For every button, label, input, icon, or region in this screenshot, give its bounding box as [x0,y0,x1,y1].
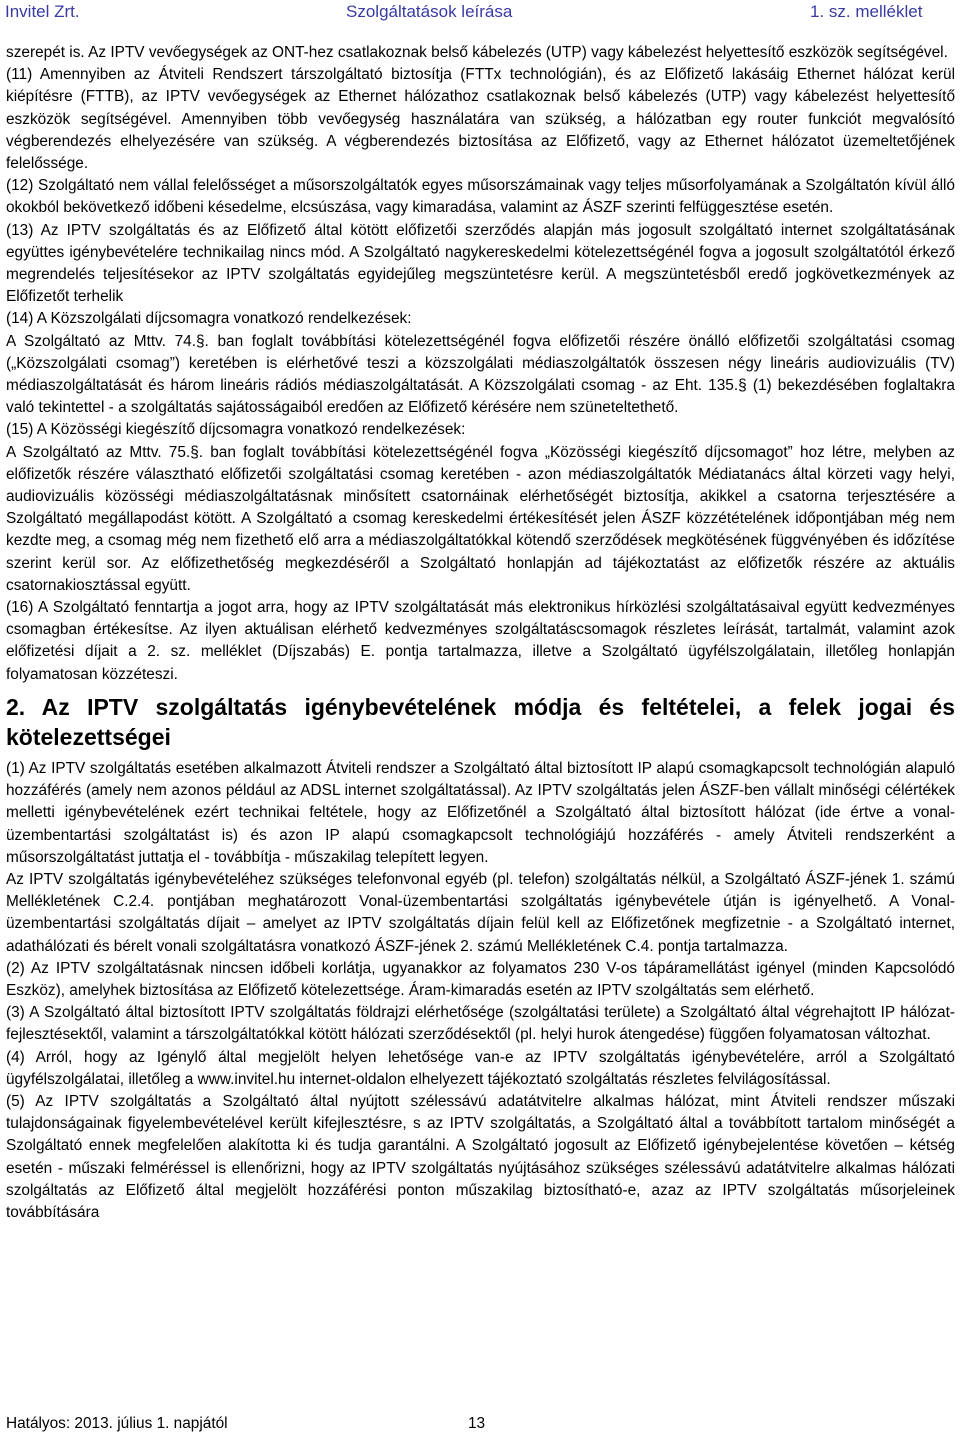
section-heading: 2. Az IPTV szolgáltatás igénybevételének módja és feltételei, a felek jogai és kötelezettségei [6,693,955,750]
document-body [6,42,955,1224]
page-number: 13 [468,1415,486,1432]
paragraph: (12) Szolgáltató nem vállal felelősséget a műsorszolgáltatók egyes műsorszámainak vagy teljes műsorfolyamának a Szolgáltatón kívül álló okokból bekövetkező időbeni késedelme, elcsúszása, vagy kimaradása, valamint az ÁSZF szerinti felfüggesztése esetén. [6,177,955,217]
paragraph: (13) Az IPTV szolgáltatás és az Előfizető által kötött előfizetői szerződés alapján más jogosult szolgáltató internet szolgáltatásának együttes igénybevételére technikailag nincs mód. A Szolgáltató nagykereskedelmi kötelezettségénél fogva a jogosult szolgáltatótól érkező megrendelés teljesítésekor az IPTV szolgáltatás egyidejűleg megszüntetésre kerül. A megszüntetésből eredő jogkövetkezmények az Előfizetőt terhelik [6,221,955,306]
paragraph: Az IPTV szolgáltatás igénybevételéhez szükséges telefonvonal egyéb (pl. telefon) szolgáltatás nélkül, a Szolgáltató ÁSZF-jének 1. számú Mellékletének C.2.4. pontjában meghatározott Vonal-üzembentartási szolgáltatás igénybevétele útján is igényelhető. A Vonal-üzembentartási szolgáltatás díjait – amelyet az IPTV szolgáltatás díjain felül kell az Előfizetőnek megfizetnie - a Szolgáltató internet, adathálózati és bérelt vonali szolgáltatásra vonatkozó ÁSZF-jének 2. számú Mellékletének C.4. pontja tartalmazza. [6,870,955,955]
paragraph: (3) A Szolgáltató által biztosított IPTV szolgáltatás földrajzi elérhetősége (szolgáltatási területe) a Szolgáltató által végrehajtott IP hálózat-fejlesztésektől, valamint a társzolgáltatókkal kötött hálózati szerződésektől (pl. helyi hurok átengedése) függően folyamatosan változhat. [6,1004,955,1044]
header-document-title: Szolgáltatások leírása [346,2,513,21]
paragraph: (14) A Közszolgálati díjcsomagra vonatkozó rendelkezések: [6,310,412,328]
paragraph: A Szolgáltató az Mttv. 75.§. ban foglalt továbbítási kötelezettségénél fogva „Közösségi kiegészítő díjcsomagot” hoz létre, melyben az előfizetők részére választható előfizetői szolgáltatási csomag keretében - azon médiaszolgáltatók Médiatanács által körzeti vagy helyi, audiovizuális közösségi médiaszolgáltatásnak minősített csatornáinak elérhetőségét biztosítja, akikkel a csatorna terjesztésére a Szolgáltató megállapodást kötött. A Szolgáltató a csomag kereskedelmi értékesítését jelen ÁSZF közzétételének időpontjában még nem kezdte meg, a csomag még nem fizethető elő arra a médiaszolgáltatókkal kötendő szerződések megkötésének függvényében és időzítése szerint kerül sor. Az előfizethetőség megkezdéséről a Szolgáltató honlapján ad tájékoztatást az előfizetők részére az aktuális csatornakiosztással együtt. [6,443,955,594]
header-company: Invitel Zrt. [5,2,80,21]
page-header [0,0,960,30]
header-annex-label: 1. sz. melléklet [810,2,923,21]
paragraph: szerepét is. Az IPTV vevőegységek az ONT-hez csatlakoznak belső kábelezés (UTP) vagy kábelezést helyettesítő eszközök segítségével. [6,44,948,61]
paragraph: (11) Amennyiben az Átviteli Rendszert társzolgáltató biztosítja (FTTx technológián), és az Előfizető lakásáig Ethernet hálózat kerül kiépítésre (FTTB), az IPTV vevőegységek az Ethernet hálózathoz csatlakoznak belső kábelezés (UTP) vagy kábelezést helyettesítő eszközök segítségével. Amennyiben több vevőegység használatára van szükség, a hálózatban egy router funkciót megvalósító végberendezés elhelyezésére van szükség. A végberendezés biztosítása az Előfizető, vagy az Ethernet hálózatot üzemeltetőjének felelőssége. [6,66,955,173]
page-footer [6,1413,955,1437]
paragraph: (5) Az IPTV szolgáltatás a Szolgáltató által nyújtott szélessávú adatátvitelre alkalmas hálózat, mint Átviteli rendszer műszaki tulajdonságainak figyelembevételével került kifejlesztésre, s az IPTV szolgáltatás, a Szolgáltató által a továbbított tartalom minőségét a Szolgáltató ennek megfelelően alakította ki és tudja garantálni. A Szolgáltató jogosult az Előfizető igénybejelentése követően – kétség esetén - műszaki felméréssel is ellenőrizni, hogy az IPTV szolgáltatás nyújtásához szükséges szélessávú adatátvitelre alkalmas hálózati szolgáltatás az Előfizető által megjelölt hozzáférési ponton műszakilag biztosítható-e, azaz az IPTV szolgáltatás műsorjeleinek továbbítására [6,1092,955,1221]
paragraph: A Szolgáltató az Mttv. 74.§. ban foglalt továbbítási kötelezettségénél fogva előfizetői részére önálló előfizetői szolgáltatási csomag („Közszolgálati csomag”) keretében is elérhetővé teszi a közszolgálati médiaszolgáltatók összesen négy lineáris audiovizuális (TV) médiaszolgáltatását és három lineáris rádiós médiaszolgáltatását. A Közszolgálati csomag - az Eht. 135.§ (1) bekezdésében foglaltakra való tekintettel - a szolgáltatás sajátosságaiból eredően az Előfizető kérésére nem szüneteltethető. [6,332,955,417]
paragraph: (2) Az IPTV szolgáltatásnak nincsen időbeli korlátja, ugyanakkor az folyamatos 230 V-os tápáramellátást igényel (minden Kapcsolódó Eszköz), amelyhek biztosítása az Előfizető kötelezettsége. Áram-kimaradás esetén az IPTV szolgáltatás sem elérhető. [6,959,955,999]
paragraph: (1) Az IPTV szolgáltatás esetében alkalmazott Átviteli rendszer a Szolgáltató által biztosított IP alapú csomagkapcsolt technológián alapuló hozzáférés (amely nem azonos például az ADSL internet szolgáltatással). Az IPTV szolgáltatás jelen ÁSZF-ben vállalt minőségi célértékek melletti igénybevételének ezért technikai feltétele, hogy az Előfizetőnél a Szolgáltató által biztosított hálózat (ide értve a vonal-üzembentartási szolgáltatást is) és azon IP alapú csomagkapcsolt technológiájú hozzáférés - amely Átviteli rendszerként a műsorszolgáltatást juttatja el - továbbítja - műszakilag telepített legyen. [6,759,955,866]
paragraph: (4) Arról, hogy az Igénylő által megjelölt helyen lehetősége van-e az IPTV szolgáltatás igénybevételére, arról a Szolgáltató ügyfélszolgálatai, illetőleg a www.invitel.hu internet-oldalon elhelyezett tájékoztató szolgáltatás részletes felvilágosítással. [6,1048,955,1088]
footer-effective-date: Hatályos: 2013. július 1. napjától [6,1415,228,1432]
paragraph: (15) A Közösségi kiegészítő díjcsomagra vonatkozó rendelkezések: [6,421,466,439]
paragraph: (16) A Szolgáltató fenntartja a jogot arra, hogy az IPTV szolgáltatását más elektronikus hírközlési szolgáltatásaival együtt kedvezményes csomagban értékesítse. Az ilyen aktuálisan elérhető kedvezményes szolgáltatáscsomagok részletes leírását, tartalmát, valamint azok előfizetési díjait a 2. sz. melléklet (Díjszabás) E. pontja tartalmazza, illetve a Szolgáltató ügyfélszolgálatain, illetőleg honlapján folyamatosan közzéteszi. [6,599,955,683]
